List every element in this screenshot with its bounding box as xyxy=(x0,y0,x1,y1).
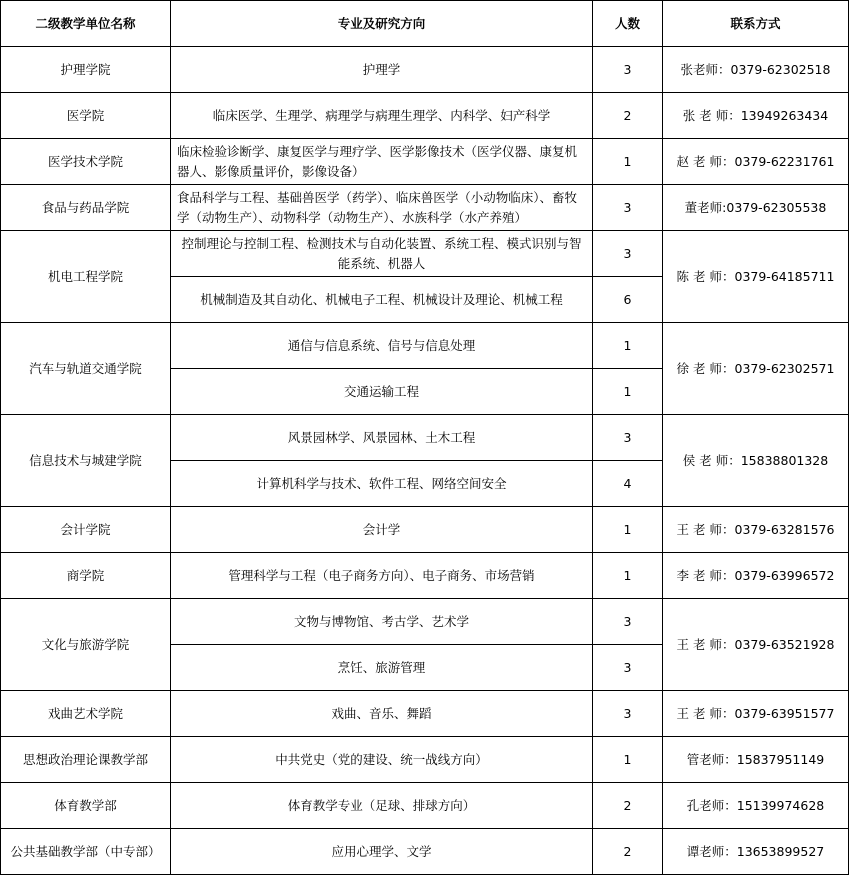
count-cell: 3 xyxy=(593,415,663,461)
count-cell: 3 xyxy=(593,599,663,645)
major-cell: 中共党史（党的建设、统一战线方向） xyxy=(171,737,593,783)
table-row xyxy=(1,553,849,599)
major-cell: 护理学 xyxy=(171,47,593,93)
header-major: 专业及研究方向 xyxy=(171,1,593,47)
unit-cell: 信息技术与城建学院 xyxy=(1,415,171,507)
table-row xyxy=(1,139,849,185)
count-cell: 3 xyxy=(593,645,663,691)
major-cell xyxy=(171,185,593,231)
unit-cell: 商学院 xyxy=(1,553,171,599)
table-row xyxy=(1,47,849,93)
major-cell: 文物与博物馆、考古学、艺术学 xyxy=(171,599,593,645)
contact-cell: 管老师：15837951149 xyxy=(663,737,849,783)
major-cell: 交通运输工程 xyxy=(171,369,593,415)
major-text: 临床检验诊断学、康复医学与理疗学、医学影像技术（医学仪器、康复机器人、影像质量评价，影像设备） xyxy=(177,143,578,179)
unit-cell: 体育教学部 xyxy=(1,783,171,829)
count-cell: 2 xyxy=(593,783,663,829)
table-row xyxy=(1,829,849,875)
header-contact: 联系方式 xyxy=(663,1,849,47)
contact-cell: 谭老师：13653899527 xyxy=(663,829,849,875)
table-row xyxy=(1,691,849,737)
table-row xyxy=(1,599,849,645)
major-cell: 烹饪、旅游管理 xyxy=(171,645,593,691)
count-cell: 3 xyxy=(593,47,663,93)
count-cell: 6 xyxy=(593,277,663,323)
table-row xyxy=(1,783,849,829)
major-cell: 计算机科学与技术、软件工程、网络空间安全 xyxy=(171,461,593,507)
unit-cell: 食品与药品学院 xyxy=(1,185,171,231)
major-cell: 控制理论与控制工程、检测技术与自动化装置、系统工程、模式识别与智能系统、机器人 xyxy=(171,231,593,277)
contact-cell: 侯 老 师：15838801328 xyxy=(663,415,849,507)
contact-cell: 董老师:0379-62305538 xyxy=(663,185,849,231)
major-cell: 应用心理学、文学 xyxy=(171,829,593,875)
unit-cell: 医学院 xyxy=(1,93,171,139)
contact-cell: 张老师：0379-62302518 xyxy=(663,47,849,93)
major-text: 食品科学与工程、基础兽医学（药学）、临床兽医学（小动物临床）、畜牧学（动物生产）、动物科学（动物生产）、水族科学（水产养殖） xyxy=(177,189,578,225)
major-cell: 机械制造及其自动化、机械电子工程、机械设计及理论、机械工程 xyxy=(171,277,593,323)
contact-cell: 李 老 师：0379-63996572 xyxy=(663,553,849,599)
contact-cell: 王 老 师：0379-63281576 xyxy=(663,507,849,553)
major-cell: 通信与信息系统、信号与信息处理 xyxy=(171,323,593,369)
unit-cell: 医学技术学院 xyxy=(1,139,171,185)
header-unit: 二级教学单位名称 xyxy=(1,1,171,47)
major-cell: 会计学 xyxy=(171,507,593,553)
major-cell: 管理科学与工程（电子商务方向）、电子商务、市场营销 xyxy=(171,553,593,599)
contact-cell: 陈 老 师：0379-64185711 xyxy=(663,231,849,323)
table-row xyxy=(1,415,849,461)
count-cell: 3 xyxy=(593,185,663,231)
count-cell: 2 xyxy=(593,93,663,139)
count-cell: 1 xyxy=(593,369,663,415)
contact-cell: 赵 老 师：0379-62231761 xyxy=(663,139,849,185)
major-cell: 临床医学、生理学、病理学与病理生理学、内科学、妇产科学 xyxy=(171,93,593,139)
unit-cell: 文化与旅游学院 xyxy=(1,599,171,691)
contact-cell: 孔老师：15139974628 xyxy=(663,783,849,829)
unit-cell: 会计学院 xyxy=(1,507,171,553)
major-cell: 风景园林学、风景园林、土木工程 xyxy=(171,415,593,461)
contact-cell: 王 老 师：0379-63951577 xyxy=(663,691,849,737)
table-row xyxy=(1,185,849,231)
count-cell: 1 xyxy=(593,139,663,185)
count-cell: 1 xyxy=(593,323,663,369)
count-cell: 3 xyxy=(593,231,663,277)
unit-cell: 汽车与轨道交通学院 xyxy=(1,323,171,415)
table-row xyxy=(1,231,849,277)
unit-cell: 机电工程学院 xyxy=(1,231,171,323)
major-cell: 戏曲、音乐、舞蹈 xyxy=(171,691,593,737)
count-cell: 3 xyxy=(593,691,663,737)
unit-cell: 公共基础教学部（中专部） xyxy=(1,829,171,875)
table-row xyxy=(1,737,849,783)
unit-cell: 护理学院 xyxy=(1,47,171,93)
major-cell: 体育教学专业（足球、排球方向） xyxy=(171,783,593,829)
header-row xyxy=(1,1,849,47)
table-row xyxy=(1,507,849,553)
contact-cell: 徐 老 师：0379-62302571 xyxy=(663,323,849,415)
header-count: 人数 xyxy=(593,1,663,47)
unit-cell: 戏曲艺术学院 xyxy=(1,691,171,737)
count-cell: 4 xyxy=(593,461,663,507)
count-cell: 1 xyxy=(593,737,663,783)
contact-cell: 张 老 师：13949263434 xyxy=(663,93,849,139)
table-row xyxy=(1,93,849,139)
count-cell: 1 xyxy=(593,507,663,553)
contact-cell: 王 老 师：0379-63521928 xyxy=(663,599,849,691)
major-cell xyxy=(171,139,593,185)
unit-cell: 思想政治理论课教学部 xyxy=(1,737,171,783)
table-row xyxy=(1,323,849,369)
count-cell: 2 xyxy=(593,829,663,875)
count-cell: 1 xyxy=(593,553,663,599)
